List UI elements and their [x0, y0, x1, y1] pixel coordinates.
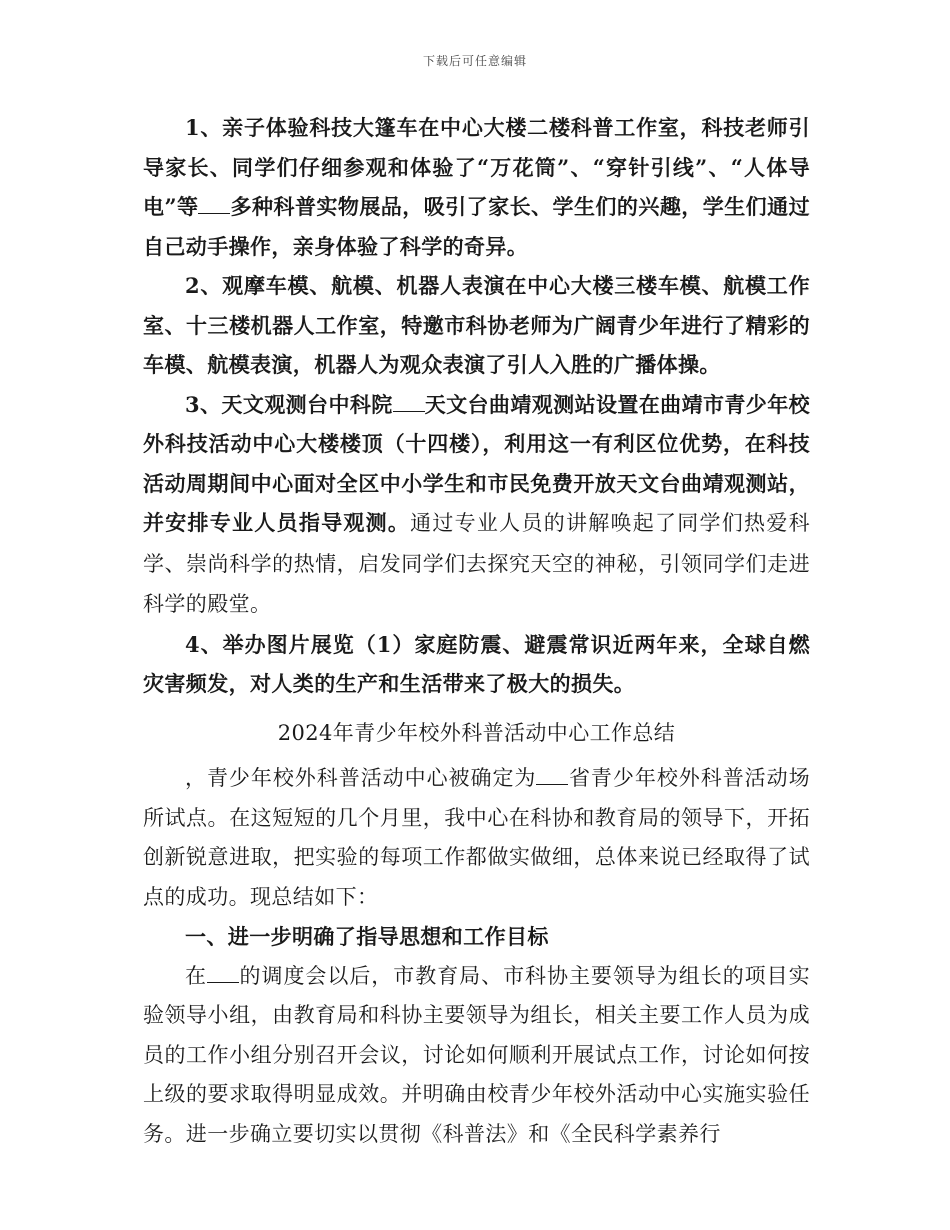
fill-blank — [198, 193, 230, 214]
paragraph-5 — [143, 759, 810, 917]
paragraph-1-part-b: 多种科普实物展品，吸引了家长、学生们的兴趣，学生们通过自己动手操作，亲身体验了科学的奇异。 — [143, 194, 810, 259]
paragraph-4: 4、举办图片展览（1）家庭防震、避震常识近两年来，全球自燃灾害频发，对人类的生产和生活带来了极大的损失。 — [143, 631, 810, 696]
paragraph-6-part-a: 在 — [185, 963, 207, 988]
paragraph-6-part-b: 的调度会以后，市教育局、市科协主要领导为组长的项目实验领导小组，由教育局和科协主要领导为组长，相关主要工作人员为成员的工作小组分别召开会议，讨论如何顺利开展试点工作，讨论如何按上级的要求取得明显成效。并明确由校青少年校外活动中心实施实验任务。进一步确立要切实以贯彻《科普法》和《全民科学素养行 — [143, 963, 810, 1146]
fill-blank — [207, 962, 239, 983]
fill-blank — [536, 764, 568, 785]
fill-blank — [393, 391, 425, 412]
paragraph-1-part-a: 1、亲子体验科技大篷车在中心大楼二楼科普工作室，科技老师引导家长、同学们仔细参观和体验了“万花筒”、“穿针引线”、“人体导电”等 — [143, 115, 810, 219]
document-body — [143, 108, 810, 1154]
paragraph-6 — [143, 957, 810, 1155]
paragraph-3-part-a: 3、天文观测台中科院 — [185, 391, 393, 417]
paragraph-3 — [143, 385, 810, 625]
document-title: 2024年青少年校外科普活动中心工作总结 — [277, 720, 676, 745]
header-note: 下载后可任意编辑 — [422, 54, 527, 68]
paragraph-3-part-c: 通过专业人员的讲解唤起了同学们热爱科学、崇尚科学的热情，启发同学们去探究天空的神秘，引领同学们走进科学的殿堂。 — [143, 511, 810, 616]
paragraph-1 — [143, 108, 810, 266]
paragraph-2: 2、观摩车模、航模、机器人表演在中心大楼三楼车模、航模工作室、十三楼机器人工作室，特邀市科协老师为广阔青少年进行了精彩的车模、航模表演，机器人为观众表演了引人入胜的广播体操。 — [143, 273, 810, 377]
section-heading-1: 一、进一步明确了指导思想和工作目标 — [185, 924, 549, 949]
paragraph-3-part-b: 天文台曲靖观测站设置在曲靖市青少年校外科技活动中心大楼楼顶（十四楼），利用这一有利区位优势，在科技活动周期间中心面对全区中小学生和市民免费开放天文台曲靖观测站，并安排专业人员指导观测。 — [143, 391, 810, 535]
paragraph-5-part-a: ，青少年校外科普活动中心被确定为 — [185, 766, 537, 790]
paragraph-5-part-b: 省青少年校外科普活动场所试点。在这短短的几个月里，我中心在科协和教育局的领导下，开拓创新锐意进取，把实验的每项工作都做实做细，总体来说已经取得了试点的成功。现总结如下： — [143, 766, 810, 909]
